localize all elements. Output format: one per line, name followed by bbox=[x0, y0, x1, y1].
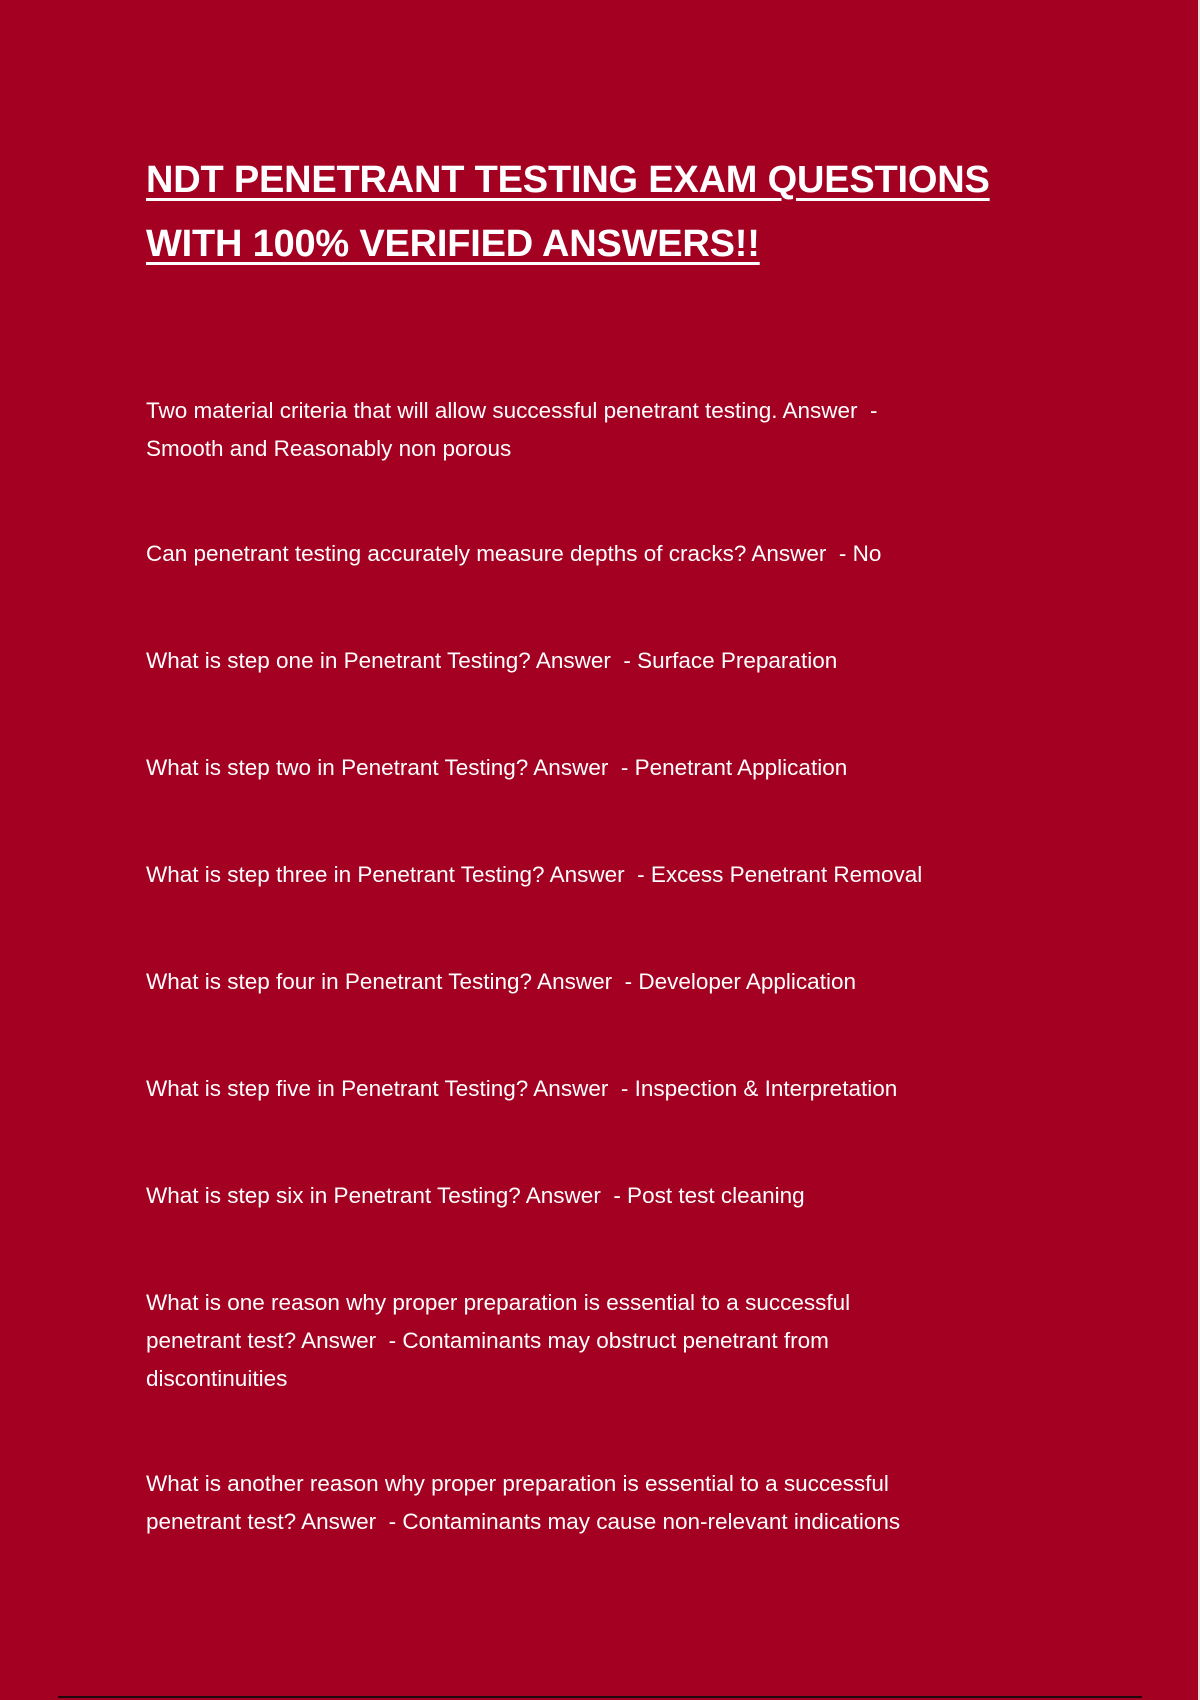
qa-item-step-five bbox=[146, 1070, 1046, 1108]
qa-item-preparation-reason-two bbox=[146, 1465, 1046, 1541]
qa-line: What is step one in Penetrant Testing? Answer - Surface Preparation bbox=[146, 648, 838, 673]
qa-line: What is step four in Penetrant Testing? Answer - Developer Application bbox=[146, 969, 856, 994]
document-title bbox=[146, 148, 1096, 276]
qa-line: Two material criteria that will allow successful penetrant testing. Answer - bbox=[146, 398, 878, 423]
qa-line: What is another reason why proper preparation is essential to a successful bbox=[146, 1471, 889, 1496]
qa-line: Can penetrant testing accurately measure depths of cracks? Answer - No bbox=[146, 541, 882, 566]
qa-item-step-one bbox=[146, 642, 1046, 680]
qa-item-step-four bbox=[146, 963, 1046, 1001]
qa-line: What is step five in Penetrant Testing? Answer - Inspection & Interpretation bbox=[146, 1076, 898, 1101]
qa-item-step-two bbox=[146, 749, 1046, 787]
page-bottom-rule bbox=[58, 1696, 1142, 1698]
qa-line: discontinuities bbox=[146, 1366, 288, 1391]
qa-item-step-three bbox=[146, 856, 1046, 894]
title-line-1: NDT PENETRANT TESTING EXAM QUESTIONS bbox=[146, 159, 990, 201]
qa-item-preparation-reason-one bbox=[146, 1284, 1046, 1398]
qa-line: penetrant test? Answer - Contaminants may cause non-relevant indications bbox=[146, 1509, 901, 1534]
qa-item-crack-depth bbox=[146, 535, 1046, 573]
qa-line: What is step six in Penetrant Testing? Answer - Post test cleaning bbox=[146, 1183, 805, 1208]
qa-line: Smooth and Reasonably non porous bbox=[146, 436, 512, 461]
qa-item-step-six bbox=[146, 1177, 1046, 1215]
qa-line: What is step two in Penetrant Testing? Answer - Penetrant Application bbox=[146, 755, 848, 780]
qa-line: What is one reason why proper preparation is essential to a successful bbox=[146, 1290, 851, 1315]
title-line-2: WITH 100% VERIFIED ANSWERS!! bbox=[146, 223, 760, 265]
qa-line: What is step three in Penetrant Testing? Answer - Excess Penetrant Removal bbox=[146, 862, 923, 887]
qa-line: penetrant test? Answer - Contaminants may obstruct penetrant from bbox=[146, 1328, 829, 1353]
qa-item-material-criteria bbox=[146, 392, 1046, 468]
